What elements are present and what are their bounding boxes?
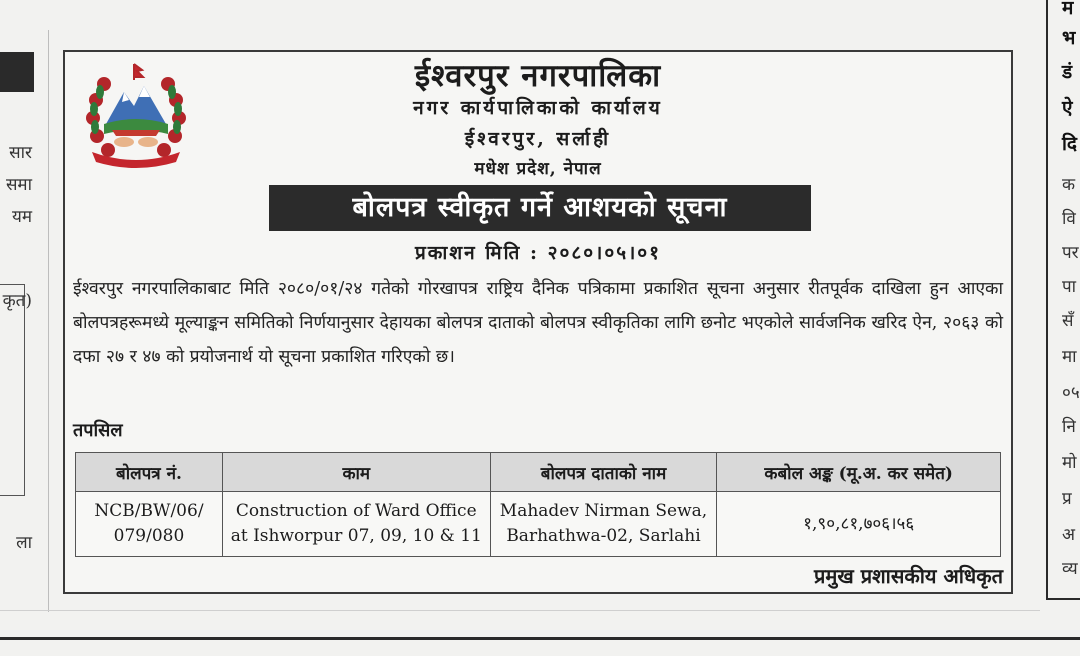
bid-number-cell [76, 492, 223, 557]
right-column-text: नि [1062, 417, 1076, 437]
schedule-label: तपसिल [73, 420, 123, 441]
right-column-text: ऐ [1062, 97, 1073, 119]
bid-number-line: NCB/BW/06/ [94, 501, 204, 521]
column-divider [48, 30, 49, 612]
bid-number-line: 079/080 [113, 526, 185, 546]
right-column-text: भ [1062, 27, 1076, 49]
left-column-text: कृत) [2, 291, 32, 311]
column-header-work: काम [222, 453, 490, 492]
right-column-text: प्र [1062, 489, 1072, 509]
notice-body: ईश्वरपुर नगरपालिकाबाट मिति २०८०/०१/२४ गतेको गोरखापत्र राष्ट्रिय दैनिक पत्रिकामा प्रकाशित सूचना अनुसार रीतपूर्वक दाखिला हुन आएका बोलपत्रहरूमध्ये मूल्याङ्कन समितिको निर्णयानुसार देहायका बोलपत्र दाताको बोलपत्र स्वीकृतिका लागि छनोट भएकोले सार्वजनिक खरिद ऐन, २०६३ को दफा २७ र ४७ को प्रयोजनार्थ यो सूचना प्रकाशित गरिएको छ। [73, 279, 1003, 367]
signatory-title: प्रमुख प्रशासकीय अधिकृत [814, 564, 1003, 588]
left-column-text: ला [16, 533, 32, 553]
left-column-text: सार [9, 143, 32, 163]
left-column-fragment [0, 52, 34, 602]
left-column-header-bar [0, 52, 34, 92]
bid-table [75, 452, 1001, 557]
right-column-text: मा [1062, 347, 1077, 367]
municipality-name: ईश्वरपुर नगरपालिका [414, 58, 662, 94]
bidder-line: Barhathwa-02, Sarlahi [506, 526, 701, 546]
right-column-text: म [1062, 0, 1074, 19]
column-header-amount: कबोल अङ्क (मू.अ. कर समेत) [717, 453, 1001, 492]
right-column-text: मो [1062, 453, 1077, 473]
page-rule [0, 637, 1080, 640]
amount-cell: १,९०,८१,७०६।५६ [717, 492, 1001, 557]
right-column-text: पर [1062, 243, 1079, 263]
right-column-text: डं [1062, 61, 1073, 83]
bidder-line: Mahadev Nirman Sewa, [499, 501, 708, 521]
province: मधेश प्रदेश, नेपाल [474, 159, 602, 179]
right-column-text: वि [1062, 209, 1076, 229]
publish-date: प्रकाशन मिति : २०८०।०५।०१ [414, 242, 662, 264]
right-column-text: ०५ [1062, 383, 1080, 403]
bidder-cell [490, 492, 717, 557]
work-cell [222, 492, 490, 557]
notice-box [63, 50, 1013, 594]
right-column-text: सँ [1062, 311, 1074, 331]
column-header-bid-no: बोलपत्र नं. [76, 453, 223, 492]
office-location: ईश्वरपुर, सर्लाही [464, 128, 612, 150]
column-header-bidder: बोलपत्र दाताको नाम [490, 453, 717, 492]
page-rule [0, 610, 1040, 611]
work-line: at Ishworpur 07, 09, 10 & 11 [230, 526, 482, 546]
right-column-text: व्य [1062, 559, 1078, 579]
right-column-text: क [1062, 175, 1076, 195]
left-column-text: यम [11, 207, 32, 227]
office-name: नगर कार्यपालिकाको कार्यालय [413, 97, 663, 119]
table-header-row [76, 453, 1001, 492]
notice-heading: बोलपत्र स्वीकृत गर्ने आशयको सूचना [269, 185, 811, 231]
right-column-text: अ [1062, 525, 1075, 545]
right-column-fragment [1046, 0, 1080, 600]
right-column-text: पा [1062, 277, 1077, 297]
work-line: Construction of Ward Office [235, 501, 477, 521]
left-column-text: समा [5, 175, 32, 195]
left-column-box [0, 284, 25, 496]
right-column-text: दि [1062, 133, 1078, 155]
table-row [76, 492, 1001, 557]
